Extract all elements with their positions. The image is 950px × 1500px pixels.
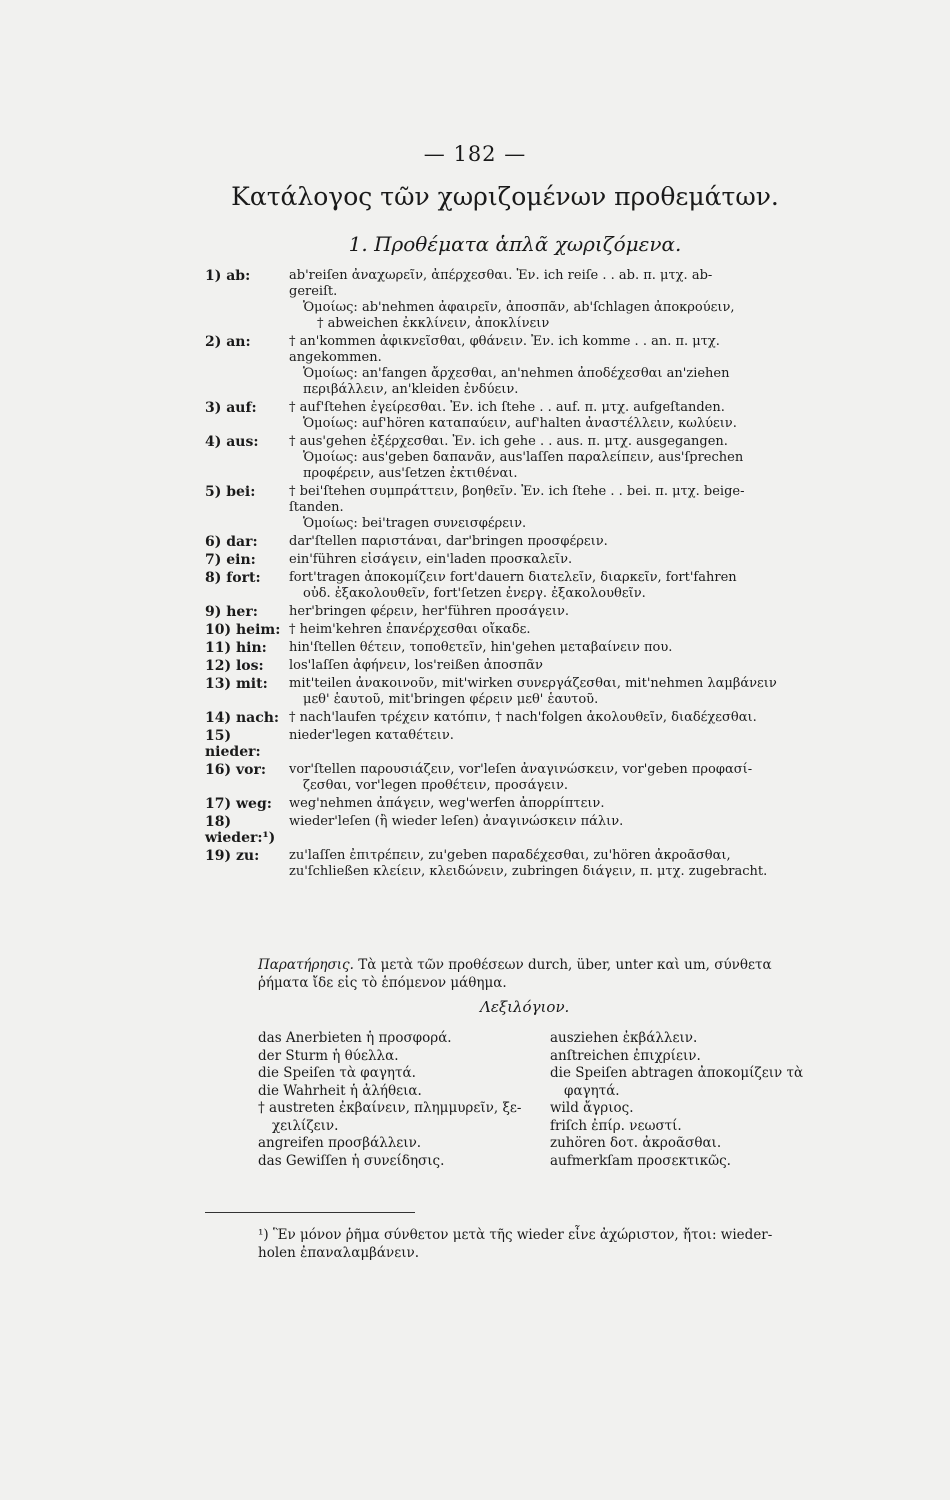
prefix-line: weg'nehmen ἀπάγειν, weg'werfen ἀπορρίπτειν. [289,796,605,811]
prefix-line: † bei'ſtehen συμπράττειν, βοηθεῖν. Ἐν. ich ſtehe . . bei. π. μτχ. beige- [289,484,745,499]
prefix-entry [205,334,845,398]
prefix-line: προφέρειν, aus'ſetzen ἐκτιθέναι. [303,466,518,481]
vocabulary-item: χειλίζειν. [272,1117,339,1134]
prefix-entry [205,814,845,846]
prefix-body [289,604,845,620]
vocabulary [258,1030,838,1170]
prefix-line: her'bringen φέρειν, her'führen προσάγειν. [289,604,570,619]
vocabulary-item: anſtreichen ἐπιχρίειν. [550,1047,701,1064]
prefix-body [289,400,845,432]
prefix-line: dar'ſtellen παριστάναι, dar'bringen προσφέρειν. [289,534,608,549]
prefix-entry [205,552,845,568]
vocabulary-item: die Wahrheit ἡ ἀλήθεια. [258,1082,422,1099]
prefix-key: 17) weg: [205,796,272,812]
prefix-line: † auf'ſtehen ἐγείρεσθαι. Ἐν. ich ſtehe . . auf. π. μτχ. aufgeſtanden. [289,400,725,415]
footnote-divider [205,1212,415,1213]
prefix-line: angekommen. [289,350,382,365]
prefix-key: 11) hin: [205,640,267,656]
prefix-line: ab'reiſen ἀναχωρεῖν, ἀπέρχεσθαι. Ἐν. ich reiſe . . ab. π. μτχ. ab- [289,268,713,283]
prefix-key: 8) fort: [205,570,261,586]
prefix-line: Ὁμοίως: ab'nehmen ἀφαιρεῖν, ἀποσπᾶν, ab'ſchlagen ἀποκρούειν, [303,300,735,315]
prefix-body [289,334,845,398]
prefix-line: mit'teilen ἀνακοινοῦν, mit'wirken συνεργάζεσθαι, mit'nehmen λαμβάνειν [289,676,777,691]
prefix-key: 18) wieder:¹) [205,814,276,846]
vocabulary-item: das Anerbieten ἡ προσφορά. [258,1030,452,1046]
prefix-key: 7) ein: [205,552,256,568]
vocabulary-item: das Gewiſſen ἡ συνείδησις. [258,1152,445,1169]
prefix-key: 9) her: [205,604,258,620]
prefix-body [289,658,845,674]
prefix-line: † an'kommen ἀφικνεῖσθαι, φθάνειν. Ἐν. ich komme . . an. π. μτχ. [289,334,720,349]
observation-text-2: ῥήματα ἴδε εἰς τὸ ἑπόμενον μάθημα. [258,975,507,991]
prefix-entry [205,676,845,708]
prefix-body [289,534,845,550]
prefix-line: ein'führen εἰσάγειν, ein'laden προσκαλεῖν. [289,552,573,567]
vocabulary-item: friſch ἐπίρ. νεωστί. [550,1117,682,1134]
vocabulary-item: wild ἄγριος. [550,1100,634,1116]
prefix-key: 15) nieder: [205,728,261,760]
prefix-line: † nach'laufen τρέχειν κατόπιν, † nach'folgen ἀκολουθεῖν, διαδέχεσθαι. [289,710,757,725]
observation-label: Παρατήρησις. [258,957,354,973]
prefix-line: gereiſt. [289,284,338,299]
prefix-body [289,848,845,880]
prefix-body [289,640,845,656]
prefix-entry [205,710,845,726]
prefix-key: 12) los: [205,658,264,674]
prefix-line: οὐδ. ἐξακολουθεῖν, fort'ſetzen ἐνεργ. ἐξακολουθεῖν. [303,586,646,601]
prefix-key: 10) heim: [205,622,281,638]
vocabulary-item: φαγητά. [564,1082,620,1099]
prefix-line: fort'tragen ἀποκομίζειν fort'dauern διατελεῖν, διαρκεῖν, fort'fahren [289,570,737,585]
prefix-entry [205,484,845,532]
prefix-line: Ὁμοίως: an'fangen ἄρχεσθαι, an'nehmen ἀποδέχεσθαι an'ziehen [303,366,730,381]
vocabulary-item: der Sturm ἡ θύελλα. [258,1047,399,1064]
prefix-body [289,484,845,532]
prefix-entry [205,434,845,482]
prefix-line: μεθ' ἑαυτοῦ, mit'bringen φέρειν μεθ' ἑαυτοῦ. [303,692,599,707]
prefix-line: vor'ſtellen παρουσιάζειν, vor'leſen ἀναγινώσκειν, vor'geben προφασί- [289,762,753,777]
vocabulary-item: aufmerkſam προσεκτικῶς. [550,1152,731,1169]
prefix-line: zu'ſchließen κλείειν, κλειδώνειν, zubringen διάγειν, π. μτχ. zugebracht. [289,864,768,879]
prefix-entry [205,762,845,794]
prefix-line: nieder'legen καταθέτειν. [289,728,454,743]
prefix-line: † heim'kehren ἐπανέρχεσθαι οἴκαδε. [289,622,531,637]
prefix-line: † aus'gehen ἐξέρχεσθαι. Ἐν. ich gehe . . aus. π. μτχ. ausgegangen. [289,434,728,449]
vocabulary-item: zuhören δοτ. ἀκροᾶσθαι. [550,1135,722,1151]
prefix-line: hin'ſtellen θέτειν, τοποθετεῖν, hin'gehen μεταβαίνειν που. [289,640,673,655]
prefix-line: los'laſſen ἀφήνειν, los'reißen ἀποσπᾶν [289,658,543,673]
prefix-entry [205,728,845,760]
prefix-line: zu'laſſen ἐπιτρέπειν, zu'geben παραδέχεσθαι, zu'hören ἀκροᾶσθαι, [289,848,731,863]
prefix-body [289,762,845,794]
prefix-entry [205,848,845,880]
prefix-entry [205,268,845,332]
prefix-body [289,796,845,812]
prefix-body [289,622,845,638]
prefix-key: 19) zu: [205,848,260,864]
vocabulary-right-column [550,1030,830,1170]
prefix-entry [205,604,845,620]
prefix-body [289,676,845,708]
prefix-entry [205,622,845,638]
prefix-entry [205,658,845,674]
prefix-entry [205,570,845,602]
prefix-list [205,268,845,882]
vocabulary-item: die Speiſen abtragen ἀποκομίζειν τὰ [550,1065,804,1081]
prefix-line: ζεσθαι, vor'legen προθέτειν, προσάγειν. [303,778,569,793]
vocabulary-title: Λεξιλόγιον. [480,998,570,1016]
vocabulary-item: die Speiſen τὰ φαγητά. [258,1065,416,1081]
vocabulary-item: ausziehen ἐκβάλλειν. [550,1030,698,1046]
observation-text-1: Τὰ μετὰ τῶν προθέσεων durch, über, unter καὶ um, σύνθετα [358,957,772,973]
prefix-body [289,434,845,482]
prefix-line: Ὁμοίως: bei'tragen συνεισφέρειν. [303,516,527,531]
prefix-body [289,728,845,760]
prefix-line: Ὁμοίως: aus'geben δαπανᾶν, aus'laſſen παραλείπειν, aus'ſprechen [303,450,744,465]
section-subtitle: 1. Προθέματα ἁπλᾶ χωριζόμενα. [348,232,682,256]
prefix-key: 1) ab: [205,268,251,284]
prefix-line: Ὁμοίως: auf'hören καταπαύειν, auf'halten ἀναστέλλειν, κωλύειν. [303,416,737,431]
vocabulary-left-column [258,1030,538,1170]
prefix-key: 14) nach: [205,710,280,726]
page-number: — 182 — [423,142,527,166]
prefix-body [289,570,845,602]
prefix-key: 5) bei: [205,484,256,500]
prefix-entry [205,400,845,432]
prefix-body [289,268,845,332]
prefix-key: 2) an: [205,334,251,350]
prefix-line: wieder'leſen (ἢ wieder leſen) ἀναγινώσκειν πάλιν. [289,814,624,829]
vocabulary-item: angreifen προσβάλλειν. [258,1135,422,1151]
page-title: Κατάλογος τῶν χωριζομένων προθεμάτων. [231,182,779,211]
prefix-line: ſtanden. [289,500,344,515]
prefix-line: † abweichen ἐκκλίνειν, ἀποκλίνειν [317,316,550,331]
prefix-body [289,552,845,568]
vocabulary-item: † austreten ἐκβαίνειν, πλημμυρεῖν, ξε- [258,1100,522,1116]
prefix-entry [205,640,845,656]
prefix-line: περιβάλλειν, an'kleiden ἐνδύειν. [303,382,519,397]
prefix-key: 6) dar: [205,534,258,550]
prefix-key: 13) mit: [205,676,268,692]
prefix-entry [205,534,845,550]
prefix-body [289,814,845,846]
prefix-key: 16) vor: [205,762,266,778]
footnote-line-1: ¹) Ἓν μόνον ῥῆμα σύνθετον μετὰ τῆς wieder εἶνε ἀχώριστον, ἤτοι: wieder- [258,1227,773,1243]
prefix-entry [205,796,845,812]
prefix-key: 4) aus: [205,434,259,450]
footnote-line-2: holen ἐπαναλαμβάνειν. [258,1245,420,1261]
observation-note [258,956,858,992]
footnote [258,1226,858,1262]
prefix-key: 3) auf: [205,400,257,416]
prefix-body [289,710,845,726]
